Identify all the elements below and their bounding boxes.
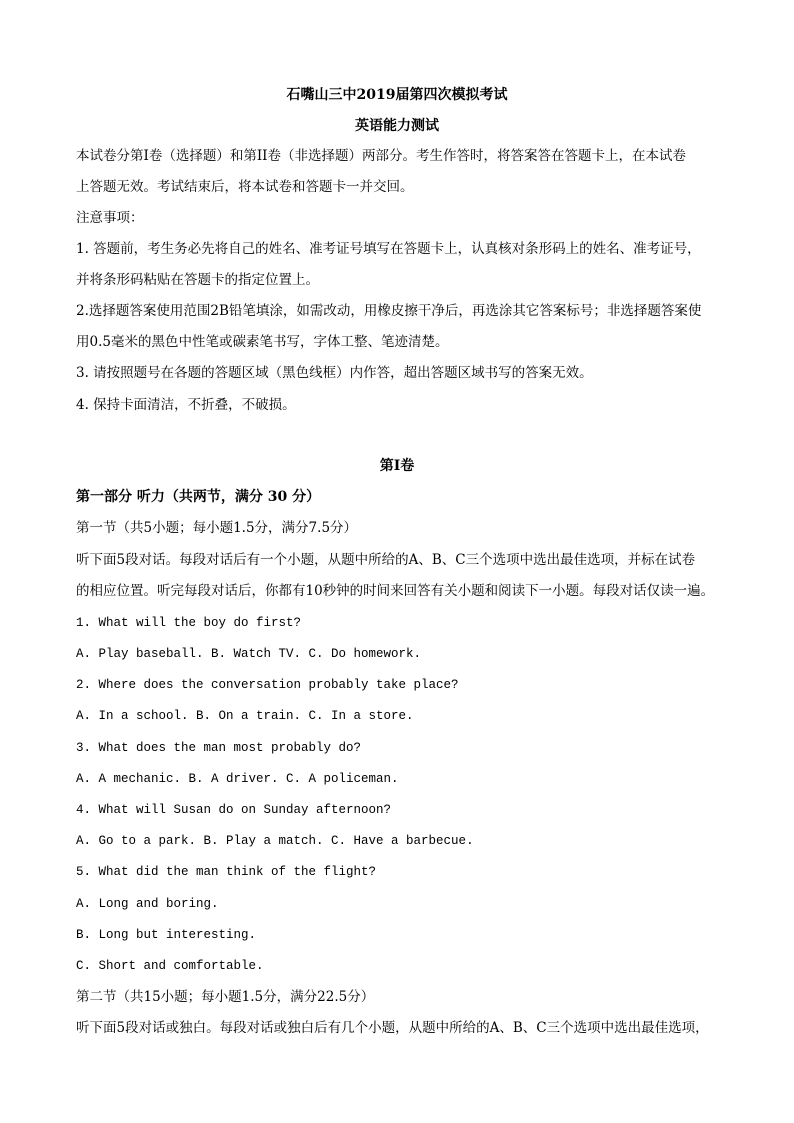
intro-line: 上答题无效。考试结束后，将本试卷和答题卡一并交回。 [76, 179, 414, 195]
answer-options: A. Play baseball. B. Watch TV. C. Do homework. [76, 647, 422, 661]
note-line: 1. 答题前，考生务必先将自己的姓名、准考证号填写在答题卡上，认真核对条形码上的姓名、准考证号， [76, 241, 701, 257]
note-line: 4. 保持卡面清洁，不折叠，不破损。 [76, 397, 296, 413]
answer-option: B. Long but interesting. [76, 928, 257, 942]
section1-heading: 第一节（共5小题；每小题1.5分，满分7.5分） [76, 520, 358, 536]
question-text: 5. What did the man think of the flight? [76, 865, 377, 879]
question-text: 1. What will the boy do first? [76, 616, 302, 630]
answer-options: A. In a school. B. On a train. C. In a store. [76, 709, 414, 723]
note-line: 3. 请按照题号在各题的答题区域（黑色线框）内作答，超出答题区域书写的答案无效。 [76, 365, 593, 381]
answer-options: A. Go to a park. B. Play a match. C. Have a barbecue. [76, 834, 474, 848]
section1-instruction: 的相应位置。听完每段对话后，你都有10秒钟的时间来回答有关小题和阅读下一小题。每段对话仅读一遍。 [76, 583, 715, 599]
answer-option: A. Long and boring. [76, 897, 219, 911]
question-text: 2. Where does the conversation probably take place? [76, 678, 459, 692]
note-line: 用0.5毫米的黑色中性笔或碳素笔书写，字体工整、笔迹清楚。 [76, 334, 449, 350]
answer-option: C. Short and comfortable. [76, 959, 264, 973]
note-line: 并将条形码粘贴在答题卡的指定位置上。 [76, 272, 319, 288]
question-text: 3. What does the man most probably do? [76, 741, 362, 755]
answer-options: A. A mechanic. B. A driver. C. A policeman. [76, 772, 399, 786]
question-text: 4. What will Susan do on Sunday afternoon? [76, 803, 392, 817]
volume-title: 第I卷 [379, 458, 415, 474]
intro-line: 本试卷分第I卷（选择题）和第II卷（非选择题）两部分。考生作答时，将答案答在答题卡上，在本试卷 [76, 148, 686, 164]
section2-heading: 第二节（共15小题；每小题1.5分，满分22.5分） [76, 989, 375, 1005]
exam-subtitle: 英语能力测试 [355, 118, 439, 134]
exam-title: 石嘴山三中2019届第四次模拟考试 [286, 87, 508, 103]
section2-instruction: 听下面5段对话或独白。每段对话或独白后有几个小题，从题中所给的A、B、C三个选项中选出最佳选项， [76, 1020, 709, 1036]
part1-heading: 第一部分 听力（共两节，满分 30 分） [76, 489, 321, 505]
notes-heading: 注意事项： [76, 210, 144, 226]
section1-instruction: 听下面5段对话。每段对话后有一个小题，从题中所给的A、B、C三个选项中选出最佳选项，并标在试卷 [76, 552, 696, 568]
note-line: 2.选择题答案使用范围2B铅笔填涂，如需改动，用橡皮擦干净后，再选涂其它答案标号；非选择题答案使 [76, 303, 702, 319]
